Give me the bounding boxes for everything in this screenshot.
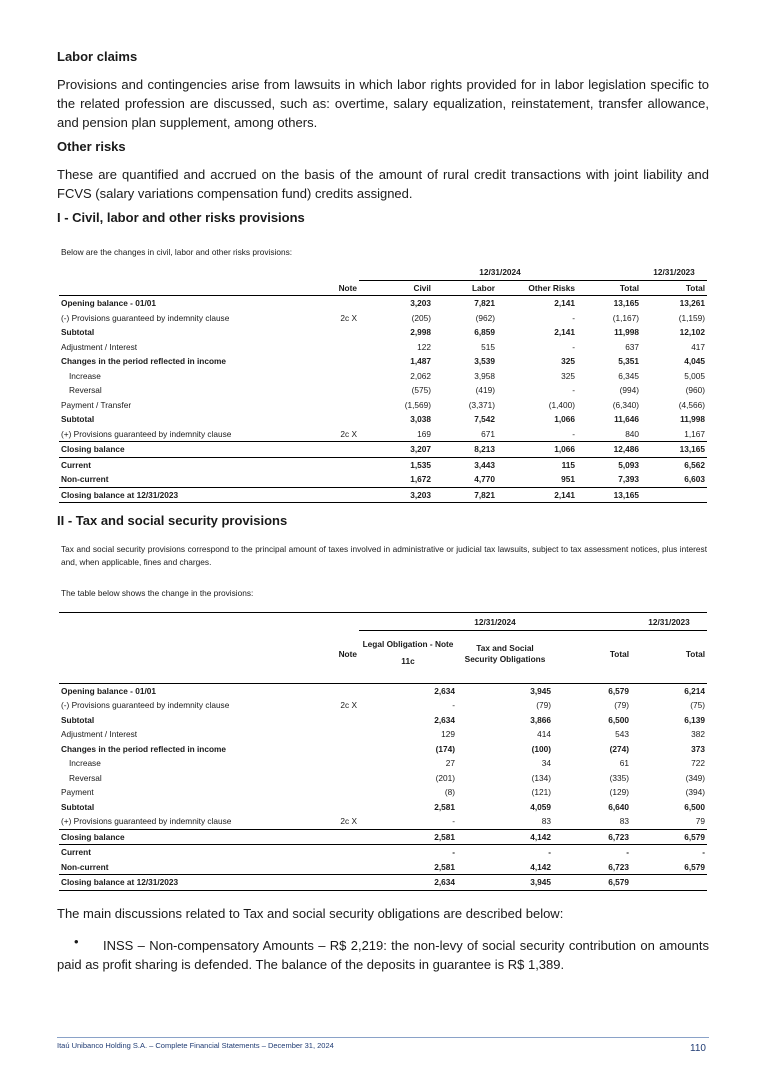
table2-cell: (349) — [685, 772, 706, 783]
table1-period-2023: 12/31/2023 — [641, 265, 707, 280]
table1-cell: 1,487 — [410, 356, 431, 367]
table1-row-label: Subtotal — [61, 327, 95, 338]
table2-period-2023: 12/31/2023 — [631, 613, 707, 631]
table2-cell: 61 — [619, 758, 630, 769]
table1-cell: (1,400) — [548, 399, 575, 410]
table1-cell: 7,821 — [433, 487, 497, 503]
table1-cell: 7,821 — [474, 298, 495, 309]
table2-cell: 6,214 — [684, 685, 706, 696]
table-row — [59, 727, 707, 742]
table2-cell: 2,581 — [434, 801, 455, 812]
table-row — [59, 412, 707, 427]
table-row — [59, 814, 707, 829]
table2-col-legal — [359, 631, 457, 677]
table1-cell: - — [572, 385, 575, 396]
table1-cell: 637 — [625, 341, 640, 352]
table2-cell: 83 — [541, 816, 551, 827]
tax-social-table — [59, 612, 707, 891]
table1-cell: 4,045 — [684, 356, 706, 367]
table2-row-note: 2c X — [340, 816, 357, 827]
table2-period-2024: 12/31/2024 — [359, 613, 631, 631]
table1-row-label: Closing balance — [59, 442, 287, 458]
table1-row-label: Current — [59, 457, 287, 472]
table2-cell: 6,723 — [553, 829, 631, 845]
table1-row-label: Adjustment / Interest — [61, 341, 138, 352]
table1-cell: - — [572, 341, 575, 352]
section2-intro2: The table below shows the change in the provisions: — [61, 588, 254, 598]
table1-cell: (575) — [411, 385, 431, 396]
table1-row-note — [287, 296, 359, 311]
table2-cell: 373 — [691, 743, 706, 754]
table2-col-note: Note — [338, 648, 357, 659]
page-number: 110 — [690, 1043, 706, 1054]
table1-row-note — [287, 369, 359, 384]
table1-cell: 2,141 — [554, 298, 575, 309]
table2-row-note — [287, 829, 359, 845]
table2-row-note — [287, 713, 359, 728]
table-row — [59, 756, 707, 771]
table1-cell: 115 — [497, 457, 577, 472]
table2-cell: (134) — [531, 772, 551, 783]
table-row — [59, 369, 707, 384]
table1-cell: 6,562 — [641, 457, 707, 472]
table1-cell: 2,062 — [410, 370, 431, 381]
table1-row-label: Payment / Transfer — [61, 399, 132, 410]
table1-cell: 4,770 — [474, 474, 495, 485]
table1-row-note — [287, 412, 359, 427]
table2-row-note — [287, 683, 359, 698]
table1-cell: 3,958 — [474, 370, 495, 381]
table2-row-label: Current — [59, 845, 287, 860]
table2-cell: (174) — [435, 743, 455, 754]
table2-cell: 6,579 — [631, 829, 707, 845]
table1-cell: 5,005 — [684, 370, 706, 381]
table2-cell: 382 — [691, 729, 706, 740]
table1-cell — [641, 487, 707, 503]
table2-cell: 27 — [445, 758, 455, 769]
table1-period-2024: 12/31/2024 — [359, 265, 641, 280]
table1-cell: (205) — [411, 312, 431, 323]
table1-cell: 3,038 — [410, 414, 431, 425]
table1-cell: (419) — [475, 385, 495, 396]
table2-row-note: 2c X — [340, 700, 357, 711]
table2-cell: 6,723 — [608, 861, 630, 872]
table1-cell: 325 — [561, 370, 575, 381]
table2-row-label: Adjustment / Interest — [61, 729, 138, 740]
table1-cell: 515 — [481, 341, 495, 352]
table2-cell: - — [457, 845, 553, 860]
table1-row-note: 2c X — [340, 312, 357, 323]
table1-cell: - — [572, 312, 575, 323]
table1-cell: 1,066 — [497, 442, 577, 458]
table1-cell: (3,371) — [468, 399, 495, 410]
table2-cell: 3,866 — [530, 714, 551, 725]
table1-row-note — [287, 398, 359, 413]
table2-cell: 6,579 — [608, 685, 630, 696]
table2-row-note — [287, 771, 359, 786]
table1-cell: 12,486 — [577, 442, 641, 458]
table2-cell: 722 — [691, 758, 706, 769]
table-row — [59, 457, 707, 472]
table1-row-note — [287, 472, 359, 487]
section2-intro: Tax and social security provisions correspond to the principal amount of taxes involved in administrative or judicial tax lawsuits, subject to tax assessment notices, plus interest and, when applicable, fines and charges. — [61, 544, 707, 567]
table-row — [59, 311, 707, 326]
table-row — [59, 354, 707, 369]
table1-row-label: Non-current — [61, 474, 109, 485]
table2-row-note — [287, 727, 359, 742]
table1-row-note — [287, 325, 359, 340]
labor-claims-heading: Labor claims — [57, 49, 138, 64]
table1-cell: 13,165 — [577, 487, 641, 503]
table-row — [59, 442, 707, 458]
table1-cell: (994) — [619, 385, 640, 396]
table1-row-label: Changes in the period reflected in income — [61, 356, 227, 367]
table2-cell: 2,634 — [359, 875, 457, 891]
table-row — [59, 698, 707, 713]
table2-cell: 34 — [541, 758, 551, 769]
table1-header-row — [59, 280, 707, 296]
section2-heading: II - Tax and social security provisions — [57, 513, 288, 528]
table2-cell: 2,634 — [434, 714, 455, 725]
table1-row-note — [287, 354, 359, 369]
table1-cell: 169 — [417, 428, 431, 439]
table2-cell: 6,139 — [684, 714, 706, 725]
table2-cell: 83 — [619, 816, 630, 827]
table-row — [59, 427, 707, 442]
table2-cell: 543 — [615, 729, 630, 740]
table1-row-label: Closing balance at 12/31/2023 — [59, 487, 287, 503]
footer-divider — [57, 1037, 709, 1038]
table1-cell: 417 — [691, 341, 706, 352]
table1-cell: (6,340) — [612, 399, 640, 410]
table1-cell: 840 — [625, 428, 640, 439]
table1-cell: 6,859 — [474, 327, 495, 338]
closing-text: The main discussions related to Tax and social security obligations are described below: — [57, 906, 564, 921]
table-row — [59, 398, 707, 413]
table2-cell: (394) — [685, 787, 706, 798]
table2-cell: (129) — [609, 787, 630, 798]
table2-row-label: (-) Provisions guaranteed by indemnity clause — [61, 700, 230, 711]
table1-cell: 11,998 — [680, 414, 706, 425]
table1-col-other: Other Risks — [497, 280, 577, 296]
table2-cell: 4,059 — [530, 801, 551, 812]
table2-row-label: (+) Provisions guaranteed by indemnity clause — [61, 816, 232, 827]
table-row — [59, 340, 707, 355]
table1-cell: - — [572, 428, 575, 439]
table2-cell: (335) — [609, 772, 630, 783]
table1-row-note — [287, 383, 359, 398]
table2-cell: 2,581 — [434, 861, 455, 872]
table1-col-total-2024: Total — [577, 280, 641, 296]
table1-cell: 6,345 — [618, 370, 640, 381]
table2-cell: 6,579 — [553, 875, 631, 891]
table2-cell: 6,500 — [684, 801, 706, 812]
table2-row-note — [287, 845, 359, 860]
table2-cell: (121) — [531, 787, 551, 798]
table2-cell: - — [359, 845, 457, 860]
table2-row-note — [287, 875, 359, 891]
table1-row-label: Reversal — [69, 385, 102, 396]
table2-cell: (75) — [690, 700, 706, 711]
table-row — [59, 713, 707, 728]
table-row — [59, 487, 707, 503]
section1-heading: I - Civil, labor and other risks provisions — [57, 210, 305, 225]
table2-row-label: Opening balance - 01/01 — [61, 685, 156, 696]
table1-cell: 1,066 — [554, 414, 575, 425]
table-row — [59, 325, 707, 340]
table2-row-label: Closing balance at 12/31/2023 — [59, 875, 287, 891]
table1-cell: 3,203 — [359, 487, 433, 503]
table1-cell: 671 — [481, 428, 495, 439]
table-row — [59, 383, 707, 398]
other-risks-text: These are quantified and accrued on the basis of the amount of rural credit transactions with joint liability and FCVS (salary variations compensation fund) credits assigned. — [57, 167, 709, 201]
table-row — [59, 683, 707, 698]
table1-col-labor: Labor — [433, 280, 497, 296]
table2-cell: - — [452, 816, 455, 827]
table1-row-note — [287, 487, 359, 503]
table2-row-label: Increase — [69, 758, 101, 769]
table1-row-note — [287, 442, 359, 458]
table-row — [59, 800, 707, 815]
footer-text: Itaú Unibanco Holding S.A. – Complete Financial Statements – December 31, 2024 — [57, 1041, 334, 1050]
table2-col-total-2023: Total — [685, 648, 706, 659]
table-row — [59, 785, 707, 800]
table1-cell: (962) — [475, 312, 495, 323]
table2-row-note — [287, 785, 359, 800]
table1-cell: 3,539 — [474, 356, 495, 367]
table2-col-legal-ref: 11c — [401, 656, 415, 666]
table-row — [59, 875, 707, 891]
table1-cell: (1,569) — [404, 399, 431, 410]
table1-cell: 2,998 — [410, 327, 431, 338]
table2-cell: 2,634 — [434, 685, 455, 696]
bullet-icon: • — [74, 934, 79, 949]
table2-cell: 414 — [537, 729, 551, 740]
table1-cell: 12,102 — [679, 327, 706, 338]
table1-row-note — [287, 457, 359, 472]
other-risks-heading: Other risks — [57, 139, 126, 154]
table-row — [59, 829, 707, 845]
table2-cell: 79 — [695, 816, 706, 827]
table1-cell: 951 — [561, 474, 575, 485]
table-row — [59, 296, 707, 311]
table2-cell: 4,142 — [530, 861, 551, 872]
table1-row-note — [287, 340, 359, 355]
table1-row-label: Subtotal — [61, 414, 95, 425]
table2-cell: 3,945 — [530, 685, 551, 696]
table2-row-note — [287, 860, 359, 875]
table1-row-label: Opening balance - 01/01 — [61, 298, 156, 309]
table2-cell: 6,640 — [608, 801, 630, 812]
table1-col-civil: Civil — [359, 280, 433, 296]
table1-cell: 13,261 — [679, 298, 706, 309]
table1-cell: 3,203 — [410, 298, 431, 309]
table-row — [59, 845, 707, 860]
table2-cell: (201) — [435, 772, 455, 783]
table1-row-label: (-) Provisions guaranteed by indemnity clause — [61, 312, 230, 323]
table2-cell — [631, 875, 707, 891]
table1-col-note: Note — [287, 280, 359, 296]
table1-cell: 5,351 — [618, 356, 640, 367]
table1-cell: (1,167) — [612, 312, 640, 323]
table1-cell: 2,141 — [554, 327, 575, 338]
table2-row-label: Reversal — [69, 772, 102, 783]
table2-cell: 4,142 — [457, 829, 553, 845]
table1-cell: 1,535 — [359, 457, 433, 472]
table2-col-tax: Tax and Social Security Obligations — [464, 642, 546, 664]
table2-cell: (100) — [531, 743, 551, 754]
table2-row-label: Payment — [61, 787, 94, 798]
table1-row-label: Increase — [69, 370, 101, 381]
table2-cell: 6,500 — [608, 714, 630, 725]
table1-cell: 11,998 — [614, 327, 640, 338]
table2-row-label: Changes in the period reflected in income — [61, 743, 227, 754]
table2-cell: 129 — [441, 729, 455, 740]
table1-col-total-2023: Total — [641, 280, 707, 296]
table1-cell: 6,603 — [684, 474, 706, 485]
table-row — [59, 472, 707, 487]
table1-cell: 122 — [417, 341, 431, 352]
table1-row-label: (+) Provisions guaranteed by indemnity clause — [61, 428, 232, 439]
table2-cell: 2,581 — [359, 829, 457, 845]
table-row — [59, 771, 707, 786]
table1-cell: 1,672 — [410, 474, 431, 485]
table2-cell: (8) — [444, 787, 455, 798]
table2-cell: 6,579 — [684, 861, 706, 872]
table2-row-note — [287, 800, 359, 815]
table2-col-legal-label: Legal Obligation - Note — [362, 639, 454, 649]
table1-cell: (960) — [685, 385, 706, 396]
table1-cell: 13,165 — [613, 298, 640, 309]
table1-cell: 2,141 — [497, 487, 577, 503]
table2-cell: (79) — [536, 700, 551, 711]
table1-cell: (4,566) — [678, 399, 706, 410]
table1-row-note: 2c X — [340, 428, 357, 439]
table1-cell: (1,159) — [678, 312, 706, 323]
table2-cell: - — [631, 845, 707, 860]
civil-labor-table — [59, 265, 707, 503]
table1-cell: 1,167 — [684, 428, 706, 439]
table1-cell: 3,443 — [433, 457, 497, 472]
table2-row-label: Subtotal — [61, 801, 95, 812]
table2-row-note — [287, 742, 359, 757]
table-row — [59, 742, 707, 757]
table1-cell: 7,542 — [474, 414, 495, 425]
table1-cell: 13,165 — [641, 442, 707, 458]
section1-intro: Below are the changes in civil, labor and other risks provisions: — [61, 247, 293, 257]
table2-cell: (274) — [609, 743, 630, 754]
table1-cell: 325 — [561, 356, 575, 367]
table1-cell: 5,093 — [577, 457, 641, 472]
table2-row-note — [287, 756, 359, 771]
table1-cell: 11,646 — [614, 414, 640, 425]
table1-cell: 8,213 — [433, 442, 497, 458]
closing-bullet-text: INSS – Non-compensatory Amounts – R$ 2,219: the non-levy of social security contribution on amounts paid as profit sharing is defended. The balance of the deposits in guarantee is R$ 1,389. — [57, 938, 709, 972]
table2-cell: - — [452, 700, 455, 711]
table2-row-label: Subtotal — [61, 714, 95, 725]
table1-cell: 7,393 — [618, 474, 640, 485]
table2-row-label: Non-current — [61, 861, 109, 872]
table-row — [59, 860, 707, 875]
table2-cell: - — [553, 845, 631, 860]
table2-cell: 3,945 — [457, 875, 553, 891]
table2-row-label: Closing balance — [59, 829, 287, 845]
table1-cell: 3,207 — [359, 442, 433, 458]
labor-claims-text: Provisions and contingencies arise from lawsuits in which labor rights provided for in labor legislation specific to the related profession are discussed, such as: overtime, salary equalization, reinstatement, transfer allowance, and pension plan supplement, among others. — [57, 77, 709, 130]
table2-col-total-2024: Total — [609, 648, 630, 659]
table2-cell: (79) — [614, 700, 630, 711]
